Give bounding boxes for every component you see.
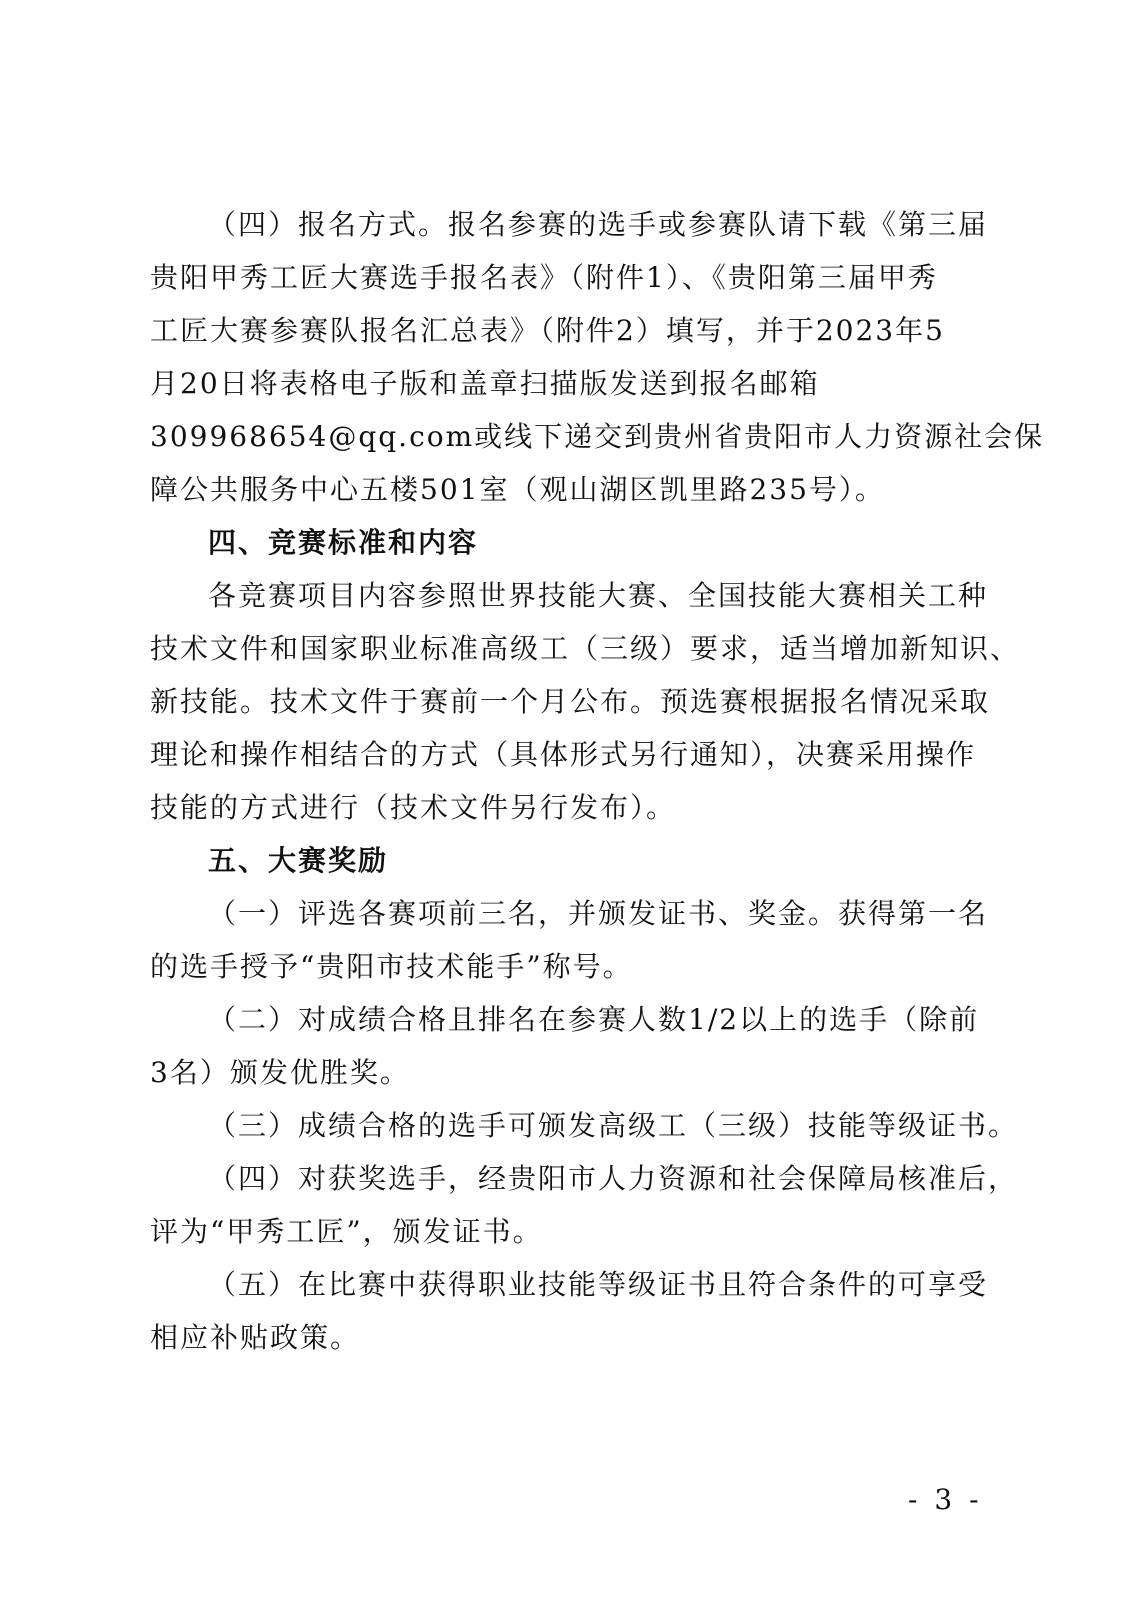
award-item-5-line-2: 相应补贴政策。 (150, 1321, 361, 1354)
award-item-2-line-1: （二）对成绩合格且排名在参赛人数1/2以上的选手（除前 (208, 1003, 980, 1036)
page-number: - 3 - (908, 1483, 983, 1516)
paragraph-registration-method-line-4: 月20日将表格电子版和盖章扫描版发送到报名邮箱 (150, 367, 820, 400)
paragraph-registration-method-line-2: 贵阳甲秀工匠大赛选手报名表》（附件1）、《贵阳第三届甲秀 (150, 261, 938, 294)
paragraph-competition-content-line-4: 理论和操作相结合的方式（具体形式另行通知），决赛采用操作 (150, 738, 977, 771)
award-item-3: （三）成绩合格的选手可颁发高级工（三级）技能等级证书。 (208, 1109, 1019, 1142)
section-heading-competition-standards: 四、竞赛标准和内容 (208, 526, 479, 559)
paragraph-competition-content-line-3: 新技能。技术文件于赛前一个月公布。预选赛根据报名情况采取 (150, 685, 991, 718)
paragraph-registration-method-line-1: （四）报名方式。报名参赛的选手或参赛队请下载《第三届 (208, 208, 989, 241)
award-item-4-line-1: （四）对获奖选手，经贵阳市人力资源和社会保障局核准后， (208, 1162, 1019, 1195)
section-heading-awards: 五、大赛奖励 (208, 844, 389, 877)
award-item-5-line-1: （五）在比赛中获得职业技能等级证书且符合条件的可享受 (208, 1268, 989, 1301)
paragraph-registration-method-line-3: 工匠大赛参赛队报名汇总表》（附件2）填写，并于2023年5 (150, 314, 945, 347)
award-item-2-line-2: 3名）颁发优胜奖。 (150, 1056, 410, 1089)
paragraph-competition-content-line-1: 各竞赛项目内容参照世界技能大赛、全国技能大赛相关工种 (208, 579, 989, 612)
award-item-4-line-2: 评为“甲秀工匠”，颁发证书。 (150, 1215, 543, 1248)
award-item-1-line-2: 的选手授予“贵阳市技术能手”称号。 (150, 950, 633, 983)
paragraph-competition-content-line-5: 技能的方式进行（技术文件另行发布）。 (150, 791, 677, 824)
paragraph-registration-method-line-6: 障公共服务中心五楼501室（观山湖区凯里路235号）。 (150, 473, 885, 506)
paragraph-competition-content-line-2: 技术文件和国家职业标准高级工（三级）要求，适当增加新知识、 (150, 632, 1021, 665)
paragraph-registration-method-line-5: 309968654@qq.com或线下递交到贵州省贵阳市人力资源社会保 (150, 420, 1045, 453)
award-item-1-line-1: （一）评选各赛项前三名，并颁发证书、奖金。获得第一名 (208, 897, 989, 930)
